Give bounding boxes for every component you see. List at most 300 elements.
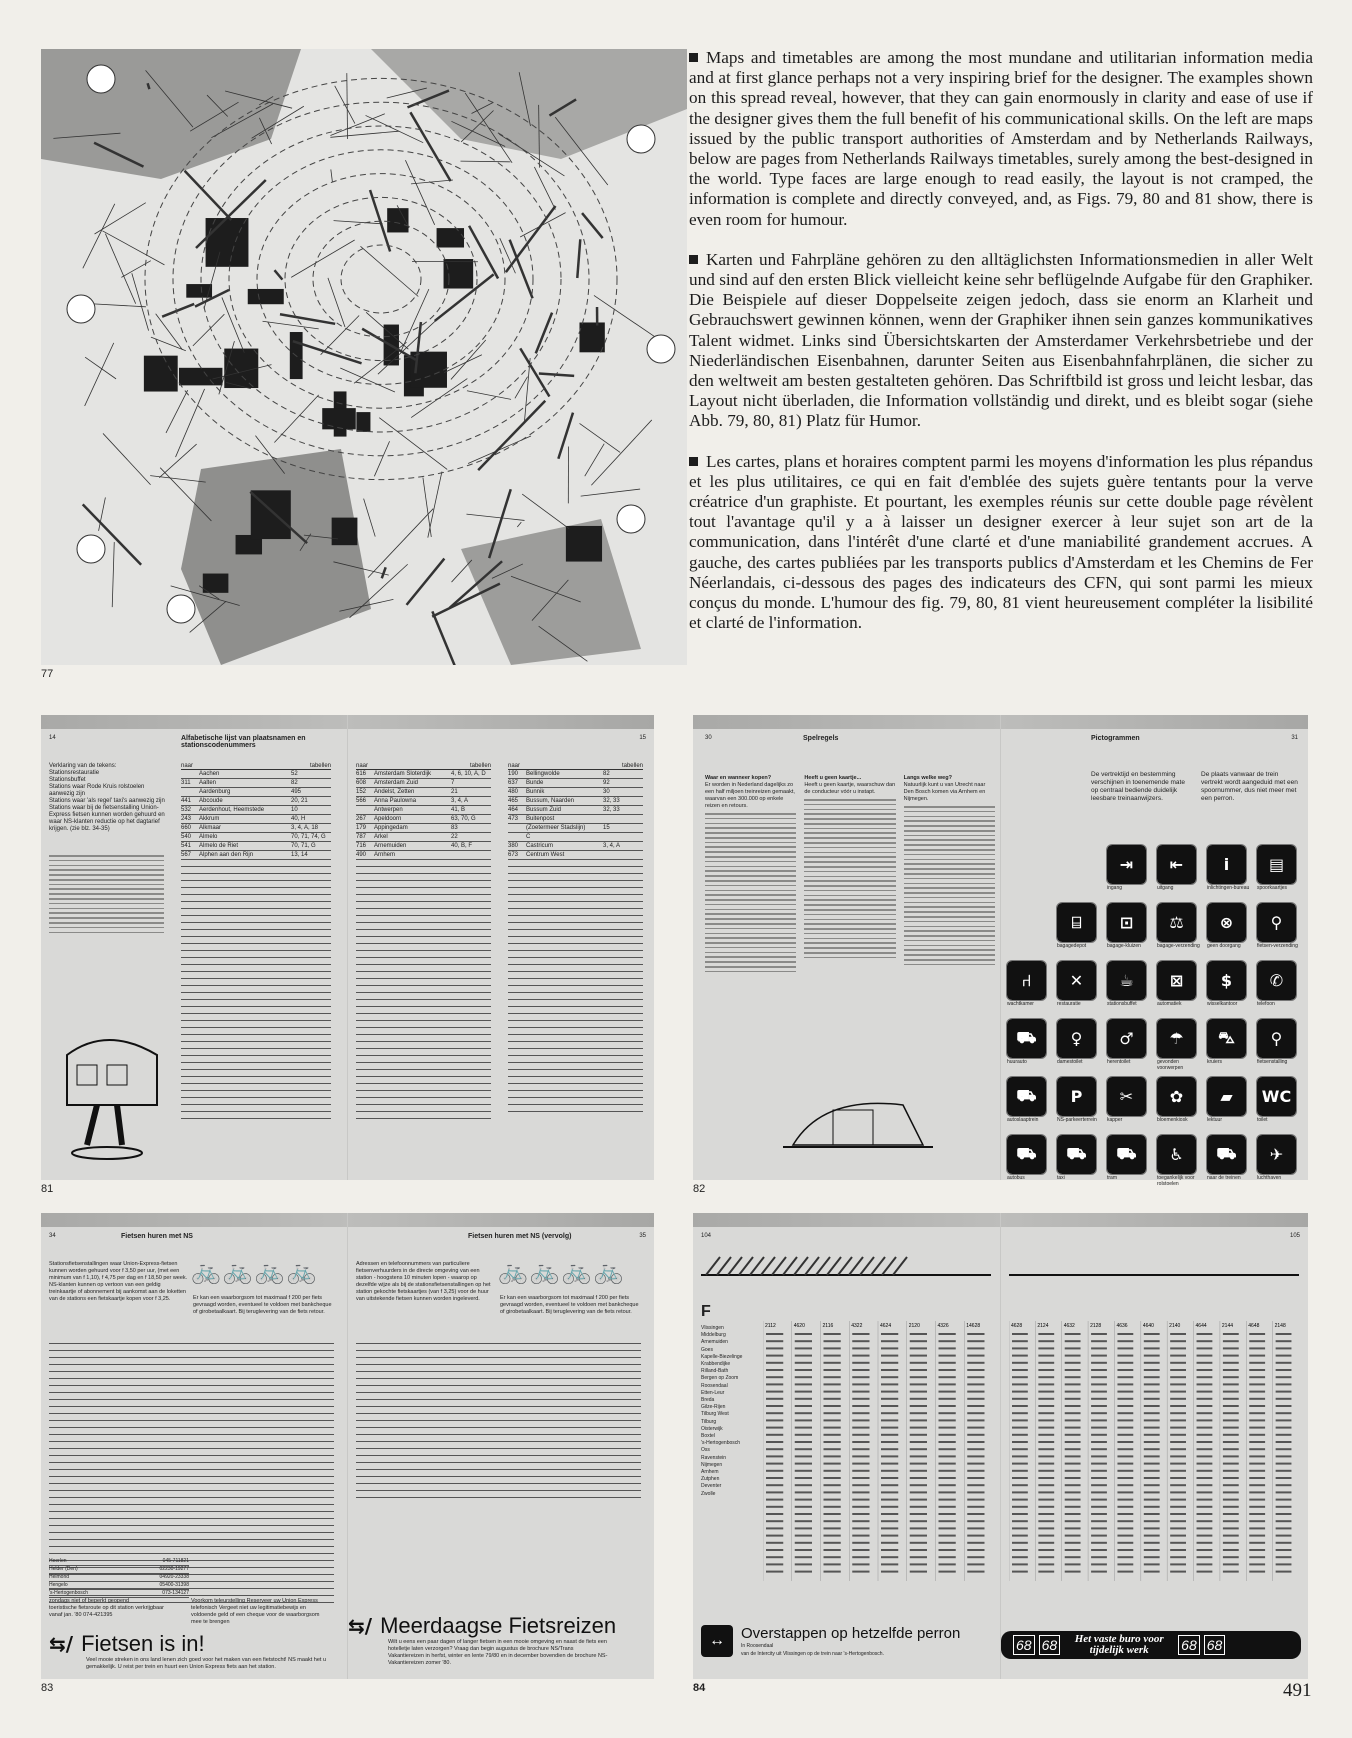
table-row <box>508 842 643 851</box>
timetable-station: Etten-Leur <box>701 1389 725 1396</box>
timetable-station: Bergen op Zoom <box>701 1375 739 1382</box>
pictogram <box>1107 961 1146 1013</box>
table-cell: 490 <box>356 852 367 858</box>
table-row <box>356 824 491 833</box>
luggage-depot-icon: ⌸ <box>1057 903 1096 942</box>
pictogram <box>1107 1077 1146 1129</box>
wheelchair-icon: ♿ <box>1157 1135 1196 1174</box>
table-cell: Antwerpen <box>374 807 403 813</box>
deposit-text: Er kan een waarborgsom tot maximaal f 200 per fiets gevraagd worden, eventueel te voldoen met bankcheque of girobetaalkaart. Bij teruglevering van de fiets retour. <box>193 1295 332 1315</box>
table-row <box>356 797 491 806</box>
page-number: 35 <box>639 1233 646 1239</box>
timetable-grid <box>1009 1321 1299 1581</box>
book-icon: ▰ <box>1207 1077 1246 1116</box>
train-number: 2144 <box>1221 1323 1234 1329</box>
table-row <box>508 779 643 788</box>
station-name: Helmond <box>49 1574 70 1580</box>
table-cell: 3, 4, A, 18 <box>291 825 319 831</box>
section-text: Natuurlijk kunt u van Utrecht naar Den Bosch komen via Arnhem en Nijmegen. <box>903 782 986 802</box>
pictogram-label: lektuur <box>1207 1117 1223 1123</box>
pictogram-label: autoslaaptrein <box>1007 1117 1039 1123</box>
timetable-station: Ravenstein <box>701 1454 727 1461</box>
train-number: 2140 <box>1169 1323 1181 1329</box>
pictogram <box>1257 845 1296 897</box>
table-row <box>356 833 491 842</box>
timetable-station: Nijmegen <box>701 1461 723 1468</box>
page-title: Spelregels <box>803 735 839 742</box>
table-cell: 716 <box>356 843 367 849</box>
pictogram <box>1157 1019 1196 1071</box>
pictogram-label: fietsenstalling <box>1257 1059 1288 1065</box>
train-number: 2128 <box>1090 1323 1102 1329</box>
table-row <box>508 833 643 842</box>
pictogram-label: NS-parkeerterrein <box>1057 1117 1097 1123</box>
table-cell <box>508 824 526 832</box>
table-cell: 495 <box>291 789 302 795</box>
table-cell: 3, 4, A <box>451 798 469 804</box>
table-cell: 82 <box>603 771 610 777</box>
wc-icon: WC <box>1257 1077 1296 1116</box>
pictogram <box>1057 903 1096 955</box>
legend-item: Stationsbuffet <box>49 777 86 783</box>
table-cell: 63, 70, G <box>451 816 476 822</box>
timetable-station: Gilze-Rijen <box>701 1404 726 1411</box>
table-row <box>181 824 331 833</box>
table-cell: Apeldoorn <box>374 816 402 822</box>
paragraph-german <box>689 250 1313 432</box>
table-cell: 52 <box>291 771 298 777</box>
train-icon: ⛟ <box>1207 1135 1246 1174</box>
intro-text: Adressen en telefoonnummers van particuliere fietsenverhuurders in de directe omgeving van een station - hoogstens 10 minuten lopen - waarop op dezelfde wijze als bij de stationsfietsenstallingen op het station gekochte fietskaartjes (van f 3,25) voor de huur van uitstekende fietsen kunnen worden ingeleverd. <box>356 1261 491 1302</box>
train-number: 2112 <box>765 1323 776 1329</box>
bicycle-icons: 🚲🚲🚲🚲 <box>191 1258 319 1285</box>
column-header: tabellen <box>469 763 491 769</box>
table-row <box>49 1582 189 1590</box>
information-icon: i <box>1207 845 1246 884</box>
deposit-text: Er kan een waarborgsom tot maximaal f 200 per fiets gevraagd worden, eventueel te voldoen met bankcheque of girobetaalkaart. Bij teruglevering van de fiets retour. <box>500 1295 639 1315</box>
page-number: 105 <box>1289 1233 1300 1239</box>
bullet-icon <box>689 457 698 466</box>
table-row <box>356 851 491 860</box>
section-text: Er worden in Nederland dagelijks zo een half miljoen treinreizen gemaakt, waarvan een 300.000 op enkele reizen en retours. <box>705 782 795 809</box>
table-cell: 21 <box>451 789 458 795</box>
pictogram <box>1057 1135 1096 1187</box>
entrance-icon: ⇥ <box>1107 845 1146 884</box>
train-number: 4624 <box>880 1323 892 1329</box>
table-cell: 22 <box>451 834 458 840</box>
pictogram-label: geen doorgang <box>1207 943 1241 949</box>
table-cell: Arkel <box>374 834 388 840</box>
telephone-icon: ✆ <box>1257 961 1296 1000</box>
timetable-spread <box>693 1213 1308 1679</box>
figure-number: 77 <box>41 668 54 680</box>
table-cell <box>181 770 199 778</box>
table-cell: Andelst, Zetten <box>374 789 415 795</box>
train-number: 2148 <box>1274 1323 1286 1329</box>
table-cell: 40, H <box>291 816 306 822</box>
table-cell: Alphen aan den Rijn <box>199 852 254 858</box>
page-number: 14 <box>49 735 56 741</box>
advertisement-banner <box>1001 1631 1301 1659</box>
page-left <box>693 715 1000 1180</box>
german-text: Karten und Fahrpläne gehören zu den alltäglichsten Informationsmedien in aller Welt und sind auf den ersten Blick vielleicht keine sehr beflügelnde Aufgabe für den Graphiker. Die Beispiele auf dieser Doppelseite zeigen jedoch, dass sie enorm an Klarheit und Gebrauchswert gewinnen können, wenn der Graphiker ihnen sein ganzes kommunikatives Talent widmet. Links sind Übersichtskarten der Amsterdamer Verkehrsbetriebe und der Niederländischen Eisenbahnen, darunter Seiten aus Eisenbahnfahrplänen, die sicher zu den weltweit am besten gestalteten gehören. Das Schriftbild ist gross und leicht lesbar, das Layout nicht überladen, die Information vollständig und direkt, und es bleibt sogar (siehe Abb. 79, 80, 81) Platz für Humor. <box>689 249 1313 431</box>
pictogram <box>1207 1077 1246 1129</box>
column-header: tabellen <box>309 763 331 769</box>
station-name: Hengelo <box>49 1582 68 1588</box>
station-name: Heerlen <box>49 1558 67 1564</box>
table-cell: C <box>526 834 531 840</box>
rules-section <box>705 775 796 976</box>
table-row <box>49 1558 189 1566</box>
ns-logo-icon: ⇆/ <box>49 1632 74 1656</box>
table-cell: 10 <box>291 807 298 813</box>
page-right <box>347 715 654 1180</box>
coffee-icon: ☕ <box>1107 961 1146 1000</box>
luggage-locker-icon: ⊡ <box>1107 903 1146 942</box>
timetable-letter: F <box>701 1303 711 1320</box>
table-cell: Almelo de Riet <box>199 843 239 849</box>
pictogram <box>1107 1019 1146 1071</box>
table-cell: Anna Paulowna <box>374 798 417 804</box>
pictogram <box>1157 1135 1196 1187</box>
bullet-icon <box>689 255 698 264</box>
ad-title: Meerdaagse Fietsreizen <box>380 1613 617 1638</box>
table-cell <box>181 788 199 796</box>
table-cell <box>603 833 643 841</box>
pictogram-label: wisselkantoor <box>1207 1001 1238 1007</box>
table-cell: 83 <box>451 825 458 831</box>
section-heading: Heeft u geen kaartje... <box>804 775 862 781</box>
table-cell: 616 <box>356 771 367 777</box>
station-table-2 <box>356 763 491 1125</box>
pictogram-label: wachtkamer <box>1007 1001 1034 1007</box>
footnote: zondags niet of beperkt geopend <box>49 1598 130 1604</box>
section-text: Heeft u geen kaartje, waarschuw dan de conducteur vóór u instapt. <box>804 782 896 795</box>
timetable-station: Arnhem <box>701 1469 719 1476</box>
table-cell: 41, B <box>451 807 466 813</box>
figure-number: 82 <box>693 1183 706 1195</box>
timetable-station: Zutphen <box>701 1476 720 1483</box>
table-row <box>356 770 491 779</box>
table-cell: Aardenburg <box>199 789 231 795</box>
table-cell: 567 <box>181 852 192 858</box>
station-list-spread <box>41 715 654 1180</box>
pictogram-label: inlichtingen-bureau <box>1207 885 1250 891</box>
bicycle-shipping-icon: ⚲ <box>1257 903 1296 942</box>
table-cell: Amsterdam Zuid <box>374 780 419 786</box>
pictograms-spread <box>693 715 1308 1187</box>
page-title: Fietsen huren met NS <box>121 1233 193 1240</box>
timetable-station: Boxtel <box>701 1433 715 1440</box>
table-row <box>181 788 331 797</box>
table-cell: Centrum West <box>526 852 565 858</box>
table-cell: Bunnik <box>526 789 545 795</box>
pictogram-label: bagage-kluizen <box>1107 943 1141 949</box>
french-text: Les cartes, plans et horaires comptent parmi les moyens d'information les plus répandus et les plus utilitaires, ce qui en fait d'emblée des sujets guère tentants pour la verve créatrice d'un graphiste. Et pourtant, les exemples réunis sur cette double page révèlent tout l'avantage qu'il y a à laisser un designer exercer à leur sujet son art de la communication, dans l'intérêt d'une clarté et d'une maniabilité grandement accrues. A gauche, des cartes publiées par les transports publics d'Amsterdam et les Chemins de Fer Néerlandais, ci-dessous des pages des indicateurs des CFN, qui sont parmi les mieux conçus du monde. L'humour des fig. 79, 80, 81 vient heureusement compléter la lisibilité et clarté de l'information. <box>689 451 1313 633</box>
pictogram-label: bagage-verzending <box>1157 943 1200 949</box>
timetable-station: Tilburg <box>701 1418 717 1425</box>
pictogram-label: stationsbuffet <box>1107 1001 1137 1007</box>
transfer-icon: ↔ <box>701 1625 733 1657</box>
exit-icon: ⇤ <box>1157 845 1196 884</box>
table-cell: 179 <box>356 825 367 831</box>
table-cell <box>603 851 643 859</box>
timetable-station: Tilburg West <box>701 1411 729 1418</box>
pictogram <box>1057 961 1096 1013</box>
pictogram-label: uitgang <box>1157 885 1174 891</box>
table-row <box>508 797 643 806</box>
phone-number: 05400-31398 <box>159 1582 189 1588</box>
page-number: 34 <box>49 1233 56 1239</box>
table-cell: 82 <box>291 780 298 786</box>
pictogram-label: kapper <box>1107 1117 1123 1123</box>
pictogram <box>1007 1077 1046 1129</box>
table-cell: 637 <box>508 780 519 786</box>
train-number: 4628 <box>1011 1323 1023 1329</box>
table-cell: Buitenpost <box>526 816 555 822</box>
table-cell: Arnemuiden <box>374 843 407 849</box>
pictogram <box>1057 1019 1096 1071</box>
pictogram <box>1107 845 1146 897</box>
ns-logo-icon: ⇆/ <box>348 1614 373 1638</box>
transfer-title: Overstappen op hetzelfde perron <box>741 1625 961 1642</box>
phone-number: 04920-23338 <box>159 1574 189 1580</box>
column-header: naar <box>181 763 194 769</box>
table-cell: 532 <box>181 807 192 813</box>
page-number: 31 <box>1291 735 1298 741</box>
table-cell: 70, 71, G <box>291 843 316 849</box>
table-row <box>356 779 491 788</box>
table-cell: 20, 21 <box>291 798 308 804</box>
table-cell: 7 <box>451 780 455 786</box>
table-cell: Aalten <box>199 780 217 786</box>
station-table-3 <box>508 763 643 1118</box>
legend-title: Verklaring van de tekens: <box>49 763 117 769</box>
pictogram-label: luchthaven <box>1257 1175 1282 1181</box>
page-number: 15 <box>639 735 646 741</box>
pictogram <box>1157 845 1196 897</box>
table-cell <box>603 815 643 823</box>
timetable-station: Deventer <box>701 1483 722 1490</box>
intro-text: De plaats vanwaar de trein vertrekt wordt aangeduid met een spoornummer, dus niet meer met een perron. <box>1201 771 1298 802</box>
transfer-text: van de Intercity uit Vlissingen op de trein naar 's-Hertogenbosch. <box>741 1651 884 1657</box>
pictogram <box>1157 903 1200 955</box>
porter-icon: ⛍ <box>1207 1019 1246 1058</box>
route-diagram <box>1009 1235 1299 1285</box>
timetable-station: Breda <box>701 1397 715 1404</box>
table-cell: 70, 71, 74, G <box>291 834 326 840</box>
table-cell: 152 <box>356 789 367 795</box>
paragraph-french <box>689 452 1313 634</box>
table-row <box>181 851 331 860</box>
pictogram-label: spoorkaartjes <box>1257 885 1288 891</box>
pictogram-label: herentoilet <box>1107 1059 1131 1065</box>
table-cell: 311 <box>181 780 191 786</box>
pictogram <box>1207 903 1246 955</box>
tram-icon: ⛟ <box>1107 1135 1146 1174</box>
pictogram-label: damestoilet <box>1057 1059 1083 1065</box>
table-cell: Bellingwolde <box>526 771 560 777</box>
table-row <box>508 851 643 860</box>
waiting-room-icon: ⑁ <box>1007 961 1046 1000</box>
table-row <box>356 815 491 824</box>
table-cell <box>356 806 374 814</box>
pictogram-label: huurauto <box>1007 1059 1027 1065</box>
phone-number: 02230-19277 <box>159 1566 189 1572</box>
table-cell: Bussum Zuid <box>526 807 562 813</box>
station-name: 's-Hertogenbosch <box>49 1590 89 1596</box>
table-cell: Castricum <box>526 843 554 849</box>
train-number: 4640 <box>1142 1323 1154 1329</box>
table-cell: 92 <box>603 780 610 786</box>
table-cell: 464 <box>508 807 519 813</box>
page-right <box>347 1213 654 1679</box>
pictogram <box>1257 1019 1296 1071</box>
column-header: tabellen <box>621 763 643 769</box>
pictogram <box>1157 961 1196 1013</box>
table-cell: Arnhem <box>374 852 396 858</box>
luggage-shipping-icon: ⚖ <box>1157 903 1196 942</box>
pictogram-label: restauratie <box>1057 1001 1081 1007</box>
intro-text: De vertrektijd en bestemming verschijnen in toenemende mate op centraal bediende duidelijk leesbare treinaanwijzers. <box>1091 771 1185 802</box>
bullet-icon <box>689 53 698 62</box>
exchange-icon: $ <box>1207 961 1246 1000</box>
pictogram <box>1007 961 1046 1013</box>
train-number: 4644 <box>1195 1323 1207 1329</box>
timetable-station: Oss <box>701 1447 710 1454</box>
train-number: 4322 <box>851 1323 863 1329</box>
page-number: 491 <box>1283 1680 1312 1701</box>
table-cell: (Zoetermeer Stadslijn) <box>526 825 586 831</box>
body-text <box>689 48 1313 653</box>
train-number: 4620 <box>793 1323 805 1329</box>
pictogram-label: automatiek <box>1157 1001 1182 1007</box>
pictogram-label: ingang <box>1107 885 1123 891</box>
pictogram <box>1207 1135 1246 1187</box>
timetable-station: Roosendaal <box>701 1382 728 1389</box>
pictogram-label: taxi <box>1057 1175 1065 1181</box>
page-title: Fietsen huren met NS (vervolg) <box>468 1233 572 1240</box>
ad-text: Wilt u eens een paar dagen of langer fietsen in een mooie omgeving en naast de fiets een hotelletje laten verzorgen? Vraag dan begin augustus de brochure NS/Trans Vakantiereizen in herfst, winter en lente 79/80 en in december bovendien de brochure NS-Vakantiereizen zomer '80. <box>388 1639 608 1666</box>
table-cell: Alkmaar <box>199 825 222 831</box>
cartoon-train-illustration <box>783 1085 933 1165</box>
pictogram <box>1257 903 1296 955</box>
table-cell: 267 <box>356 816 367 822</box>
timetable-station: Middelburg <box>701 1332 726 1339</box>
table-row <box>49 1574 189 1582</box>
amsterdam-transport-map <box>41 49 687 665</box>
bicycle-parking-icon: ⚲ <box>1257 1019 1296 1058</box>
section-heading: Waar en wanneer kopen? <box>705 775 772 781</box>
pictogram-label: toilet <box>1257 1117 1268 1123</box>
ad-number: 68 <box>1013 1635 1035 1655</box>
table-cell <box>508 833 526 841</box>
english-text: Maps and timetables are among the most mundane and utilitarian information media and at first glance perhaps not a very inspiring brief for the designer. The examples shown on this spread reveal, however, that they can gain enormously in clarity and ease of use if the designer gives them the full benefit of his communicational skills. On the left are maps issued by the public transport authorities of Amsterdam and by Netherlands Railways, below are pages from Netherlands Railways timetables, surely among the best-designed in the world. Type faces are large enough to read easily, the layout is not cramped, the information is complete and directly conveyed, and, as Figs. 79, 80 and 81 show, there is even room for humour. <box>689 48 1313 229</box>
ad-number: 68 <box>1178 1635 1200 1655</box>
table-cell: 3, 4, A <box>603 843 621 849</box>
timetable-station: 's-Hertogenbosch <box>701 1440 741 1447</box>
men-icon: ♂ <box>1107 1019 1146 1058</box>
table-row <box>181 833 331 842</box>
restaurant-icon: ✕ <box>1057 961 1096 1000</box>
table-row <box>181 779 331 788</box>
transfer-place: In Roosendaal <box>741 1643 774 1649</box>
rules-section <box>904 775 995 976</box>
pictogram <box>1107 1135 1146 1187</box>
page-left <box>41 1213 347 1679</box>
table-cell: Aerdenhout, Heemstede <box>199 807 265 813</box>
table-cell: 541 <box>181 843 192 849</box>
pictogram-label: kruiers <box>1207 1059 1223 1065</box>
train-number: 14628 <box>966 1323 981 1329</box>
pictogram <box>1007 1019 1046 1071</box>
ad-text: Het vaste buro voor tijdelijk werk <box>1074 1633 1164 1656</box>
page-title: Pictogrammen <box>1091 735 1140 742</box>
table-cell: Amsterdam Sloterdijk <box>374 771 432 777</box>
table-cell: 32, 33 <box>603 798 620 804</box>
lost-found-icon: ☂ <box>1157 1019 1196 1058</box>
pictogram-label: bagagedepot <box>1057 943 1087 949</box>
flower-icon: ✿ <box>1157 1077 1196 1116</box>
page-right <box>1000 1213 1308 1679</box>
barber-icon: ✂ <box>1107 1077 1146 1116</box>
table-row <box>181 815 331 824</box>
no-entry-icon: ⊗ <box>1207 903 1246 942</box>
ad-number: 68 <box>1204 1635 1226 1655</box>
figure-number: 81 <box>41 1183 54 1195</box>
pictogram-label: gevonden voorwerpen <box>1157 1059 1184 1071</box>
timetable-station: Zwolle <box>701 1490 716 1497</box>
page-right <box>1000 715 1308 1187</box>
airplane-icon: ✈ <box>1257 1135 1296 1174</box>
pictogram-label: toegankelijk voor rolstoelen <box>1157 1175 1195 1187</box>
timetable-station: Vlissingen <box>701 1325 724 1331</box>
bicycle-icons: 🚲🚲🚲🚲 <box>498 1258 626 1285</box>
vending-icon: ⊠ <box>1157 961 1196 1000</box>
car-train-icon: ⛟ <box>1007 1077 1046 1116</box>
taxi-icon: ⛟ <box>1057 1135 1096 1174</box>
table-cell: Aachen <box>199 771 220 777</box>
pictogram <box>1007 1135 1046 1187</box>
table-cell: 787 <box>356 834 367 840</box>
table-cell: Akkrum <box>199 816 220 822</box>
legend-item: Stations waar 'als regel' taxi's aanwezig zijn <box>49 798 165 804</box>
legend <box>49 763 169 833</box>
pictogram-label: tram <box>1107 1175 1117 1181</box>
table-cell: Abcoude <box>199 798 223 804</box>
page-left <box>693 1213 1000 1679</box>
page-title: Alfabetische lijst van plaatsnamen en stationscodenummers <box>181 735 306 749</box>
map-drawing <box>41 49 687 665</box>
figure-number: 83 <box>41 1682 54 1694</box>
table-cell: 480 <box>508 789 519 795</box>
table-cell: 40, B, F <box>451 843 473 849</box>
column-header: naar <box>508 763 521 769</box>
table-cell: Bussum, Naarden <box>526 798 575 804</box>
table-cell: 673 <box>508 852 519 858</box>
phone-number: 045-711821 <box>162 1558 189 1564</box>
footnote: toeristische fietsroute op dit station verkrijgbaar <box>49 1605 164 1611</box>
paragraph-english <box>689 48 1313 230</box>
table-cell: 566 <box>356 798 367 804</box>
table-row <box>181 842 331 851</box>
table-cell: 4, 6, 10, A, D <box>451 771 486 777</box>
pictogram-label: telefoon <box>1257 1001 1275 1007</box>
table-cell: 540 <box>181 834 192 840</box>
ad-title: Fietsen is in! <box>81 1631 205 1656</box>
car-rental-icon: ⛟ <box>1007 1019 1046 1058</box>
page-number: 30 <box>705 735 712 741</box>
